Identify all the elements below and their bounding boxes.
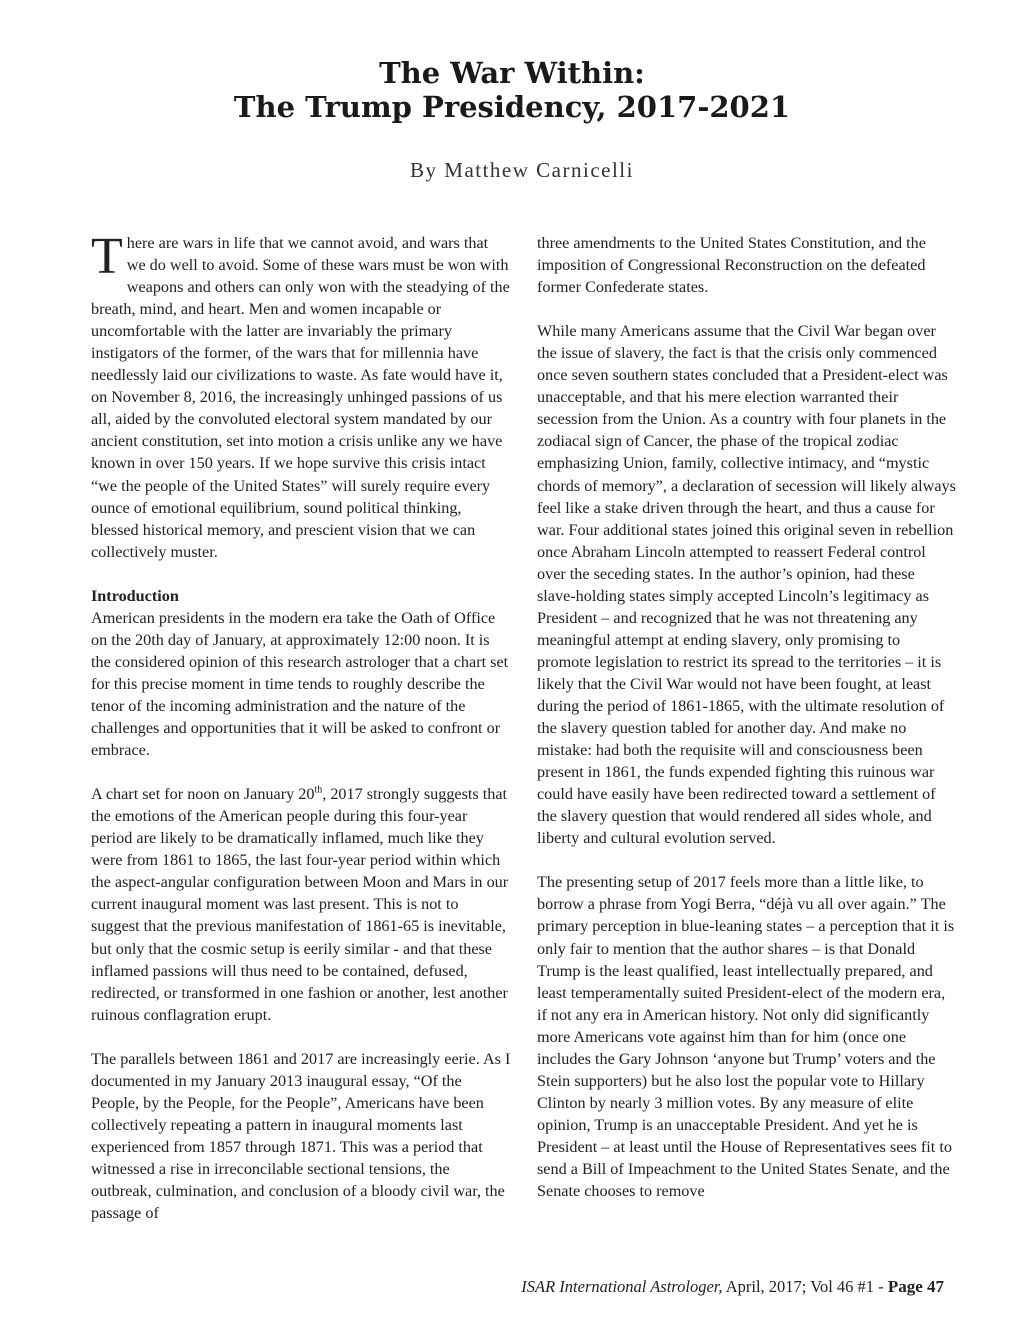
- page-number: Page 47: [887, 1277, 944, 1296]
- intro-text: here are wars in life that we cannot avoid, and wars that we do well to avoid. Some of these wars must be won with weapons and others can only won with the steadying of the breath, mind, and heart. Men and women incapable or uncomfortable with the latter are invariably the primary instigators of the former, of the wars that for millennia have needlessly laid our civilizations to waste. As fate would have it, on November 8, 2016, the increasingly unhinged passions of us all, aided by the convoluted electoral system mandated by our ancient constitution, set into motion a crisis unlike any we have known in over 150 years. If we hope survive this crisis intact “we the people of the United States” will surely require every ounce of emotional equilibrium, sound political thinking, blessed historical memory, and prescient vision that we can collectively muster.: [91, 234, 510, 561]
- right-column: [537, 232, 957, 1202]
- title-line-2: The Trump Presidency, 2017-2021: [233, 90, 791, 124]
- right-paragraph-2: While many Americans assume that the Civil War began over the issue of slavery, the fact is that the crisis only commenced once seven southern states concluded that a President-elect was unacceptable, and that his mere election warranted their secession from the Union. As a country with four planets in the zodiacal sign of Cancer, the phase of the tropical zodiac emphasizing Union, family, collective intimacy, and “mystic chords of memory”, a declaration of secession will likely always feel like a stake driven through the heart, and thus a cause for war. Four additional states joined this original seven in rebellion once Abraham Lincoln attempted to reassert Federal control over the seceding states. In the author’s opinion, had these slave-holding states simply accepted Lincoln’s legitimacy as President – and recognized that he was not threatening any meaningful attempt at ending slavery, only promising to promote legislation to restrict its spread to the territories – it is likely that the Civil War would not have been fought, at least during the period of 1861-1865, with the ultimate resolution of the slavery question tabled for another day. And make no mistake: had both the requisite will and consciousness been present in 1861, the funds expended fighting this ruinous war could have easily have been redirected toward a settlement of the slavery question that would rendered all sides whole, and liberty and cultural evolution served.: [537, 322, 956, 848]
- left-column: [91, 228, 511, 1224]
- introduction-paragraph-3: The parallels between 1861 and 2017 are increasingly eerie. As I documented in my January 2013 inaugural essay, “Of the People, by the People, for the People”, Americans have been collectively repeating a pattern in inaugural moments last experienced from 1857 through 1871. This was a period that witnessed a rise in irreconcilable sectional tensions, the outbreak, culmination, and conclusion of a bloody civil war, the passage of: [91, 1049, 511, 1223]
- title-line-1: The War Within:: [379, 56, 645, 90]
- article-title: [0, 56, 1024, 124]
- introduction-paragraph-1: American presidents in the modern era take the Oath of Office on the 20th day of January, at approximately 12:00 noon. It is the considered opinion of this research astrologer that a chart set for this precise moment in time tends to roughly describe the tenor of the incoming administration and the nature of the challenges and opportunities that it will be asked to confront or embrace.: [91, 608, 509, 760]
- introduction-paragraph-2: [91, 783, 511, 1026]
- paragraph-2-text-b: , 2017 strongly suggests that the emotions of the American people during this four-year period are likely to be dramatically inflamed, much like they were from 1861 to 1865, the last four-year period within which the aspect-angular configuration between Moon and Mars in our current inaugural moment was last present. This is not to suggest that the previous manifestation of 1861-65 is inevitable, but only that the cosmic setup is eerily similar - and that these inflamed passions will thus need to be contained, defused, redirected, or transformed in one fashion or another, lest another ruinous conflagration erupt.: [91, 785, 509, 1024]
- paragraph-2-text-a: A chart set for noon on January 20: [91, 785, 315, 804]
- page-footer: [521, 1277, 944, 1297]
- intro-paragraph: [91, 228, 511, 563]
- byline: By Matthew Carnicelli: [410, 158, 634, 182]
- right-paragraph-1: three amendments to the United States Constitution, and the imposition of Congressional Reconstruction on the defeated former Confederate states.: [537, 234, 926, 297]
- right-paragraph-3: The presenting setup of 2017 feels more than a little like, to borrow a phrase from Yogi Berra, “déjà vu all over again.” The primary perception in blue-leaning states – a perception that it is only fair to mention that the author shares – is that Donald Trump is the least qualified, least intellectually prepared, and least temperamentally suited President-elect of the modern era, if not any era in American history. Not only did significantly more Americans vote against him than for him (once one includes the Gary Johnson ‘anyone but Trump’ voters and the Stein supporters) but he also lost the popular vote to Hillary Clinton by nearly 3 million votes. By any measure of elite opinion, Trump is an unacceptable President. And yet he is President – at least until the House of Representatives sees fit to send a Bill of Impeachment to the United States Senate, and the Senate chooses to remove: [537, 873, 955, 1201]
- drop-cap: T: [91, 228, 123, 285]
- publication-name: ISAR International Astrologer,: [521, 1277, 723, 1296]
- ordinal-suffix: th: [314, 784, 323, 796]
- issue-info: April, 2017; Vol 46 #1 -: [722, 1277, 888, 1296]
- section-heading-introduction: Introduction: [91, 586, 179, 605]
